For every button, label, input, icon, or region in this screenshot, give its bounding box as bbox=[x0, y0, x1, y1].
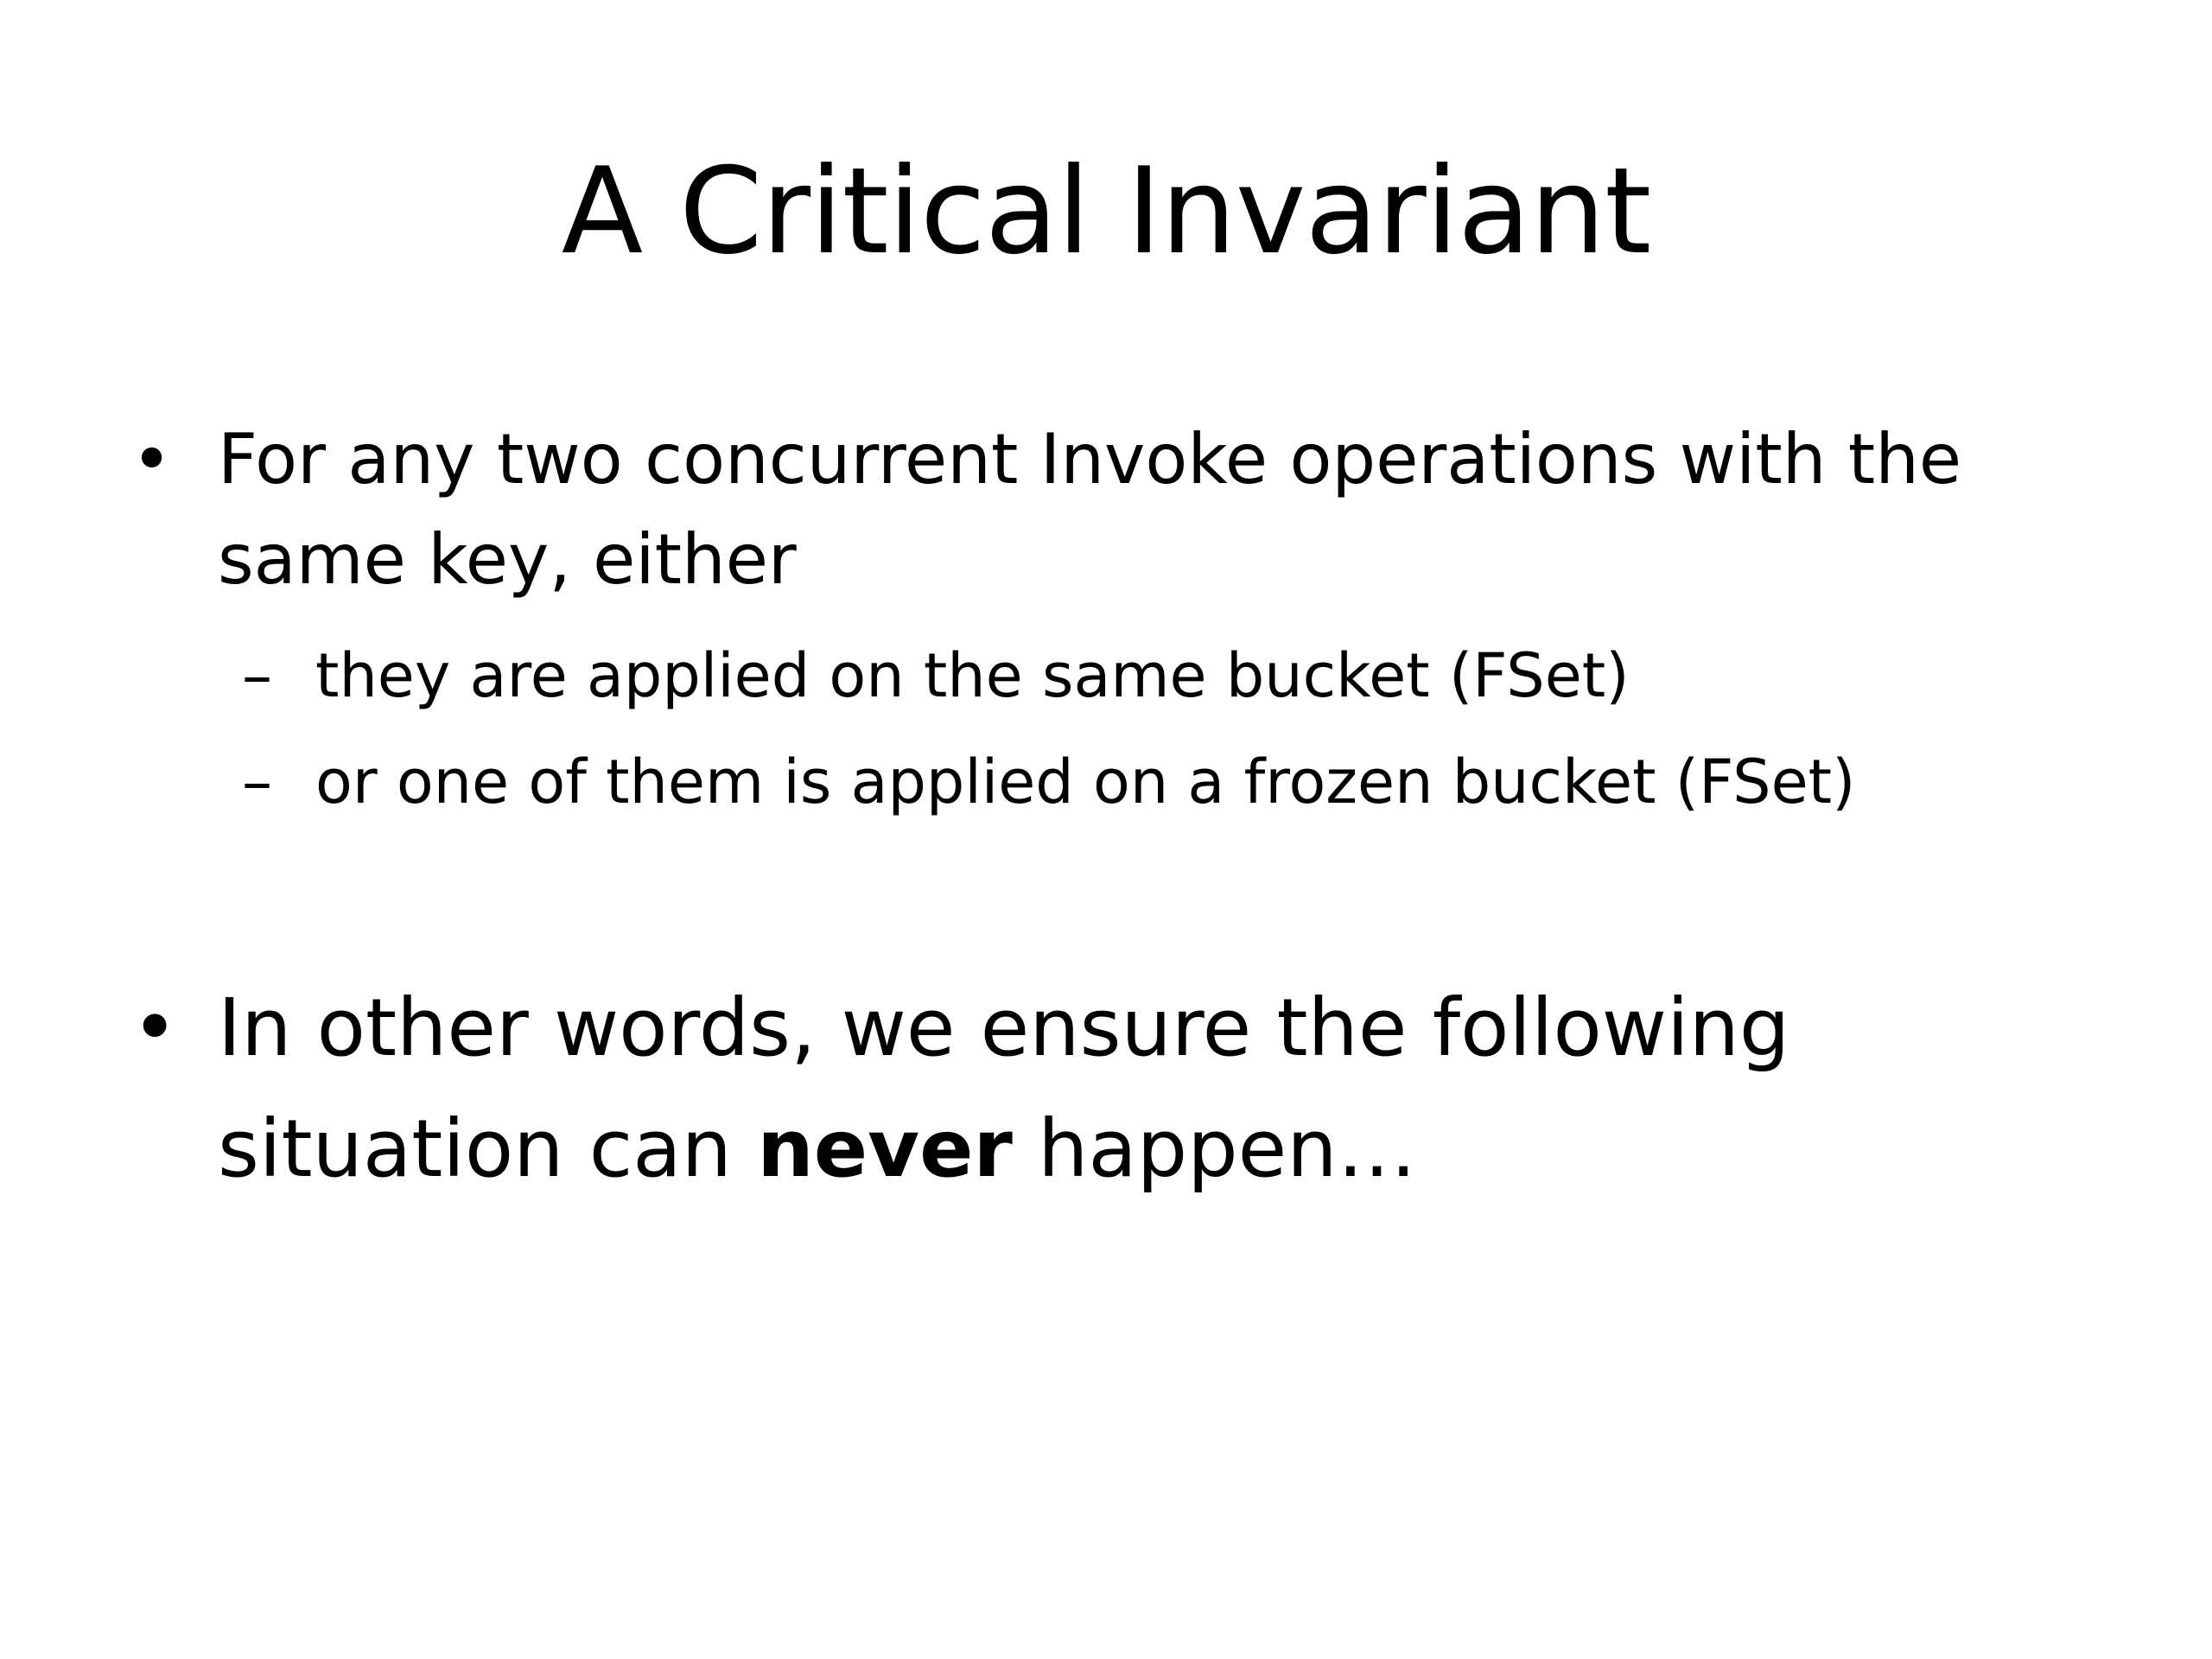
bullet-1-line-1: For any two concurrent Invoke operations with the bbox=[218, 419, 1962, 499]
sub-bullet-marker: – bbox=[242, 747, 272, 817]
bullet-2-line-2 bbox=[218, 1089, 2119, 1210]
bullet-2-text-after: happen… bbox=[1012, 1103, 1417, 1195]
bullet-1-line-2: same key, either bbox=[218, 519, 797, 600]
sub-bullet-item-2 bbox=[242, 739, 2130, 825]
bullet-item-2 bbox=[131, 968, 2119, 1210]
sub-bullet-1-text: they are applied on the same bucket (FSet) bbox=[315, 640, 1630, 711]
slide-title: A Critical Invariant bbox=[561, 142, 1651, 281]
sub-bullet-2-text: or one of them is applied on a frozen bucket (FSet) bbox=[315, 747, 1856, 817]
bullet-item-1 bbox=[131, 410, 2119, 610]
sub-bullet-marker: – bbox=[242, 640, 272, 711]
bullet-marker: • bbox=[131, 982, 179, 1074]
bullet-marker: • bbox=[131, 419, 173, 499]
bullet-2-text-before: situation can bbox=[218, 1103, 758, 1195]
bullet-2-line-1: In other words, we ensure the following bbox=[218, 982, 1790, 1074]
bullet-2-emphasis: never bbox=[757, 1103, 1013, 1195]
sub-bullet-item-1 bbox=[242, 632, 2130, 719]
